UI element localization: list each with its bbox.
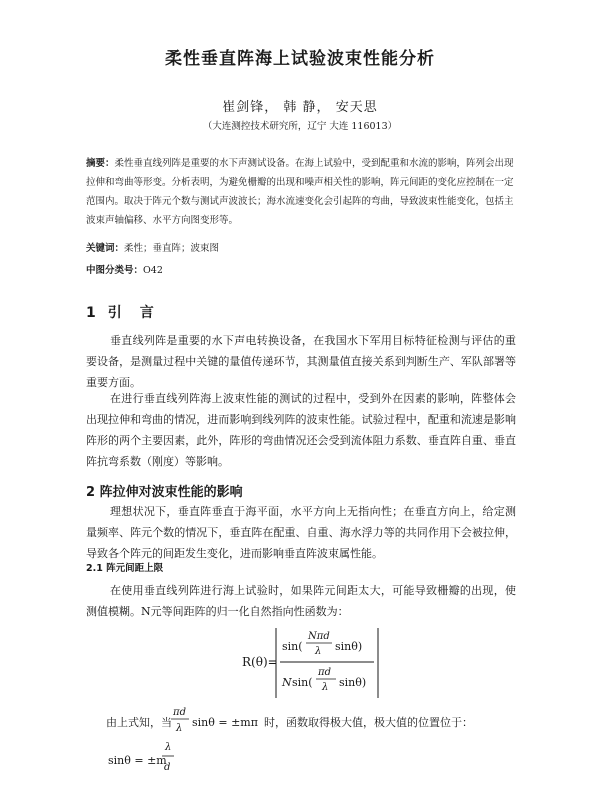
eq1-den-n: N: [282, 676, 292, 689]
section-1-paragraph-2: 在进行垂直线列阵海上波束性能的测试的过程中，受到外在因素的影响，阵整体会出现拉伸和弯曲的情况，进而影响到线列阵的波束性能。试验过程中，配重和流速是影响阵形的两个主要因素，此外，阵形的弯曲情况还会受到流体阻力系数、垂直阵自重、垂直阵抗弯系数（刚度）等影响。: [86, 392, 516, 468]
eq2-mid: sinθ = ±mπ: [192, 716, 258, 729]
section-1-heading: [86, 302, 172, 322]
classification-code: O42: [143, 265, 163, 276]
eq1-num-frac-top: Nπd: [308, 631, 330, 642]
directivity-equation: [86, 622, 526, 702]
section-2-paragraph: 理想状况下，垂直阵垂直于海平面，水平方向上无指向性；在垂直方向上，给定测量频率、阵元个数的情况下，垂直阵在配重、自重、海水浮力等的共同作用下会被拉伸，导致各个阵元的间距发生变化，进而影响垂直阵波束属性能。: [86, 505, 516, 560]
eq2-prefix: 由上式知，当: [106, 716, 172, 729]
eq2-frac-bot: λ: [176, 723, 183, 734]
abstract-text: 柔性垂直线列阵是重要的水下声测试设备。在海上试验中，受到配重和水流的影响，阵列会出现拉伸和弯曲等形变。分析表明，为避免栅瓣的出现和噪声相关性的影响，阵元间距的变化应控制在一定范围内。取决于阵元个数与测试声波波长；海水流速变化会引起阵的弯曲，导致波束性能变化，包括主波束声轴偏移、水平方向图变形等。: [86, 158, 514, 226]
keywords-text: 柔性；垂直阵；波束图: [124, 243, 220, 254]
section-1-number: 1: [86, 305, 96, 321]
eq1-num-frac-bot: λ: [315, 646, 322, 657]
eq2-frac-top: πd: [173, 707, 186, 718]
keywords: [86, 240, 219, 254]
affiliation: （大连测控技术研究所，辽宁 大连 116013）: [202, 121, 398, 132]
section-1-title: 引言: [107, 305, 172, 321]
section-2-heading: 2 阵拉伸对波束性能的影响: [86, 485, 243, 500]
eq1-lhs: R(θ)=: [242, 655, 278, 669]
classification-label: 中图分类号：: [86, 265, 144, 276]
maxima-condition-line: [86, 704, 526, 740]
paper-title: 柔性垂直阵海上试验波束性能分析: [165, 49, 435, 69]
eq1-den-tail: sinθ): [339, 676, 367, 689]
keywords-label: 关键词：: [86, 243, 125, 254]
subsection-2-1-paragraph: 在使用垂直线列阵进行海上试验时，如果阵元间距太大，可能导致栅瓣的出现，使测值模糊。N元等间距阵的归一化自然指向性函数为：: [86, 584, 516, 618]
classification: [86, 262, 163, 276]
eq1-den-frac-bot: λ: [322, 682, 329, 693]
eq3-lhs: sinθ = ±m: [108, 754, 167, 767]
section-1-paragraph-1: 垂直线列阵是重要的水下声电转换设备，在我国水下军用目标特征检测与评估的重要设备，是测量过程中关键的量值传递环节，其测量值直接关系到判断生产、军队部署等重要方面。: [86, 334, 516, 389]
eq1-num-tail: sinθ): [335, 640, 363, 653]
authors: 崔剑锋， 韩 静， 安天思: [222, 100, 378, 115]
abstract-label: 摘要：: [86, 158, 115, 169]
abstract: [86, 154, 516, 230]
eq1-num-sin: sin(: [282, 640, 303, 653]
eq3-frac-top: λ: [165, 742, 172, 753]
eq2-suffix: 时，函数取得极大值，极大值的位置位于：: [264, 716, 473, 729]
eq3-frac-bot: d: [164, 762, 171, 773]
eq1-den-sin: sin(: [292, 676, 313, 689]
maxima-position-equation: [86, 736, 286, 784]
subsection-2-1-heading: 2.1 阵元间距上限: [86, 563, 164, 574]
eq1-den-frac-top: πd: [318, 667, 331, 678]
